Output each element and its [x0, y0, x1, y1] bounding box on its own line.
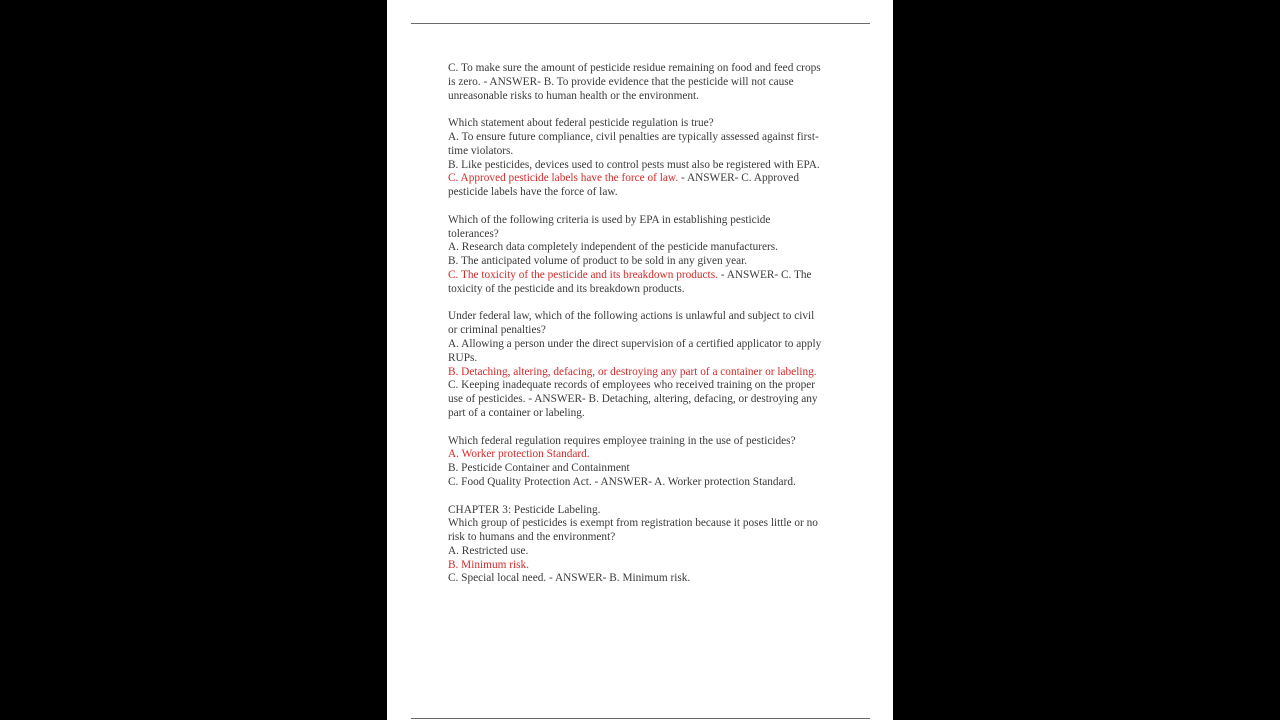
paragraph-gap [448, 297, 848, 311]
text-line [448, 283, 848, 297]
body-text: RUPs. [448, 351, 478, 364]
text-line [448, 448, 848, 462]
text-line [448, 393, 848, 407]
body-text: A. Allowing a person under the direct supervision of a certified applicator to apply [448, 337, 822, 350]
paragraph-gap [448, 103, 848, 117]
text-line [448, 310, 848, 324]
question-block [448, 62, 848, 103]
body-text: C. Keeping inadequate records of employees who received training on the proper [448, 379, 816, 392]
text-line [448, 352, 848, 366]
text-line [448, 186, 848, 200]
body-text: Which federal regulation requires employee training in the use of pesticides? [448, 434, 796, 447]
body-text: Which statement about federal pesticide regulation is true? [448, 117, 714, 130]
text-line [448, 338, 848, 352]
page-content [448, 62, 848, 586]
body-text: A. To ensure future compliance, civil penalties are typically assessed against first- [448, 130, 819, 143]
body-text: unreasonable risks to human health or the environment. [448, 89, 699, 102]
text-line [448, 531, 848, 545]
text-line [448, 172, 848, 186]
text-line [448, 145, 848, 159]
text-line [448, 366, 848, 380]
highlighted-answer-text: A. Worker protection Standard. [448, 448, 590, 461]
text-line [448, 76, 848, 90]
body-text: or criminal penalties? [448, 324, 546, 337]
page-top-rule [411, 23, 870, 24]
text-line [448, 228, 848, 242]
body-text: Which of the following criteria is used by EPA in establishing pesticide [448, 213, 771, 226]
highlighted-answer-text: C. Approved pesticide labels have the force of law. [448, 172, 679, 185]
body-text: A. Research data completely independent of the pesticide manufacturers. [448, 241, 778, 254]
text-line [448, 545, 848, 559]
question-block [448, 117, 848, 200]
question-block [448, 310, 848, 420]
text-line [448, 324, 848, 338]
highlighted-answer-text: C. The toxicity of the pesticide and its breakdown products. [448, 268, 718, 281]
body-text: time violators. [448, 144, 514, 157]
body-text: Under federal law, which of the following actions is unlawful and subject to civil [448, 310, 815, 323]
body-text: C. Food Quality Protection Act. - ANSWER- A. Worker protection Standard. [448, 475, 796, 488]
body-text: B. Pesticide Container and Containment [448, 462, 630, 475]
body-text: - ANSWER- C. Approved [678, 172, 799, 185]
text-line [448, 255, 848, 269]
text-line [448, 90, 848, 104]
body-text: C. Special local need. - ANSWER- B. Minimum risk. [448, 572, 691, 585]
highlighted-answer-text: B. Detaching, altering, defacing, or destroying any part of a container or labeling. [448, 365, 817, 378]
text-line [448, 241, 848, 255]
page-bottom-rule [411, 718, 870, 719]
text-line [448, 572, 848, 586]
text-line [448, 159, 848, 173]
text-line [448, 269, 848, 283]
question-block [448, 504, 848, 587]
text-line [448, 462, 848, 476]
body-text: C. To make sure the amount of pesticide residue remaining on food and feed crops [448, 62, 821, 74]
text-line [448, 517, 848, 531]
text-line [448, 407, 848, 421]
text-line [448, 379, 848, 393]
body-text: risk to humans and the environment? [448, 531, 616, 544]
text-line [448, 559, 848, 573]
body-text: CHAPTER 3: Pesticide Labeling. [448, 503, 601, 516]
text-line [448, 214, 848, 228]
body-text: pesticide labels have the force of law. [448, 186, 618, 199]
text-line [448, 117, 848, 131]
text-line [448, 62, 848, 76]
body-text: Which group of pesticides is exempt from registration because it poses little or no [448, 517, 818, 530]
text-line [448, 435, 848, 449]
body-text: use of pesticides. - ANSWER- B. Detaching, altering, defacing, or destroying any [448, 393, 818, 406]
body-text: A. Restricted use. [448, 544, 529, 557]
body-text: B. The anticipated volume of product to be sold in any given year. [448, 255, 748, 268]
text-line [448, 504, 848, 518]
body-text: - ANSWER- C. The [717, 268, 812, 281]
paragraph-gap [448, 200, 848, 214]
body-text: part of a container or labeling. [448, 406, 585, 419]
paragraph-gap [448, 421, 848, 435]
paragraph-gap [448, 490, 848, 504]
highlighted-answer-text: B. Minimum risk. [448, 558, 529, 571]
document-page [387, 0, 893, 720]
text-line [448, 131, 848, 145]
body-text: toxicity of the pesticide and its breakdown products. [448, 282, 685, 295]
question-block [448, 435, 848, 490]
body-text: tolerances? [448, 227, 499, 240]
body-text: is zero. - ANSWER- B. To provide evidence that the pesticide will not cause [448, 75, 794, 88]
text-line [448, 476, 848, 490]
question-block [448, 214, 848, 297]
body-text: B. Like pesticides, devices used to control pests must also be registered with EPA. [448, 158, 820, 171]
